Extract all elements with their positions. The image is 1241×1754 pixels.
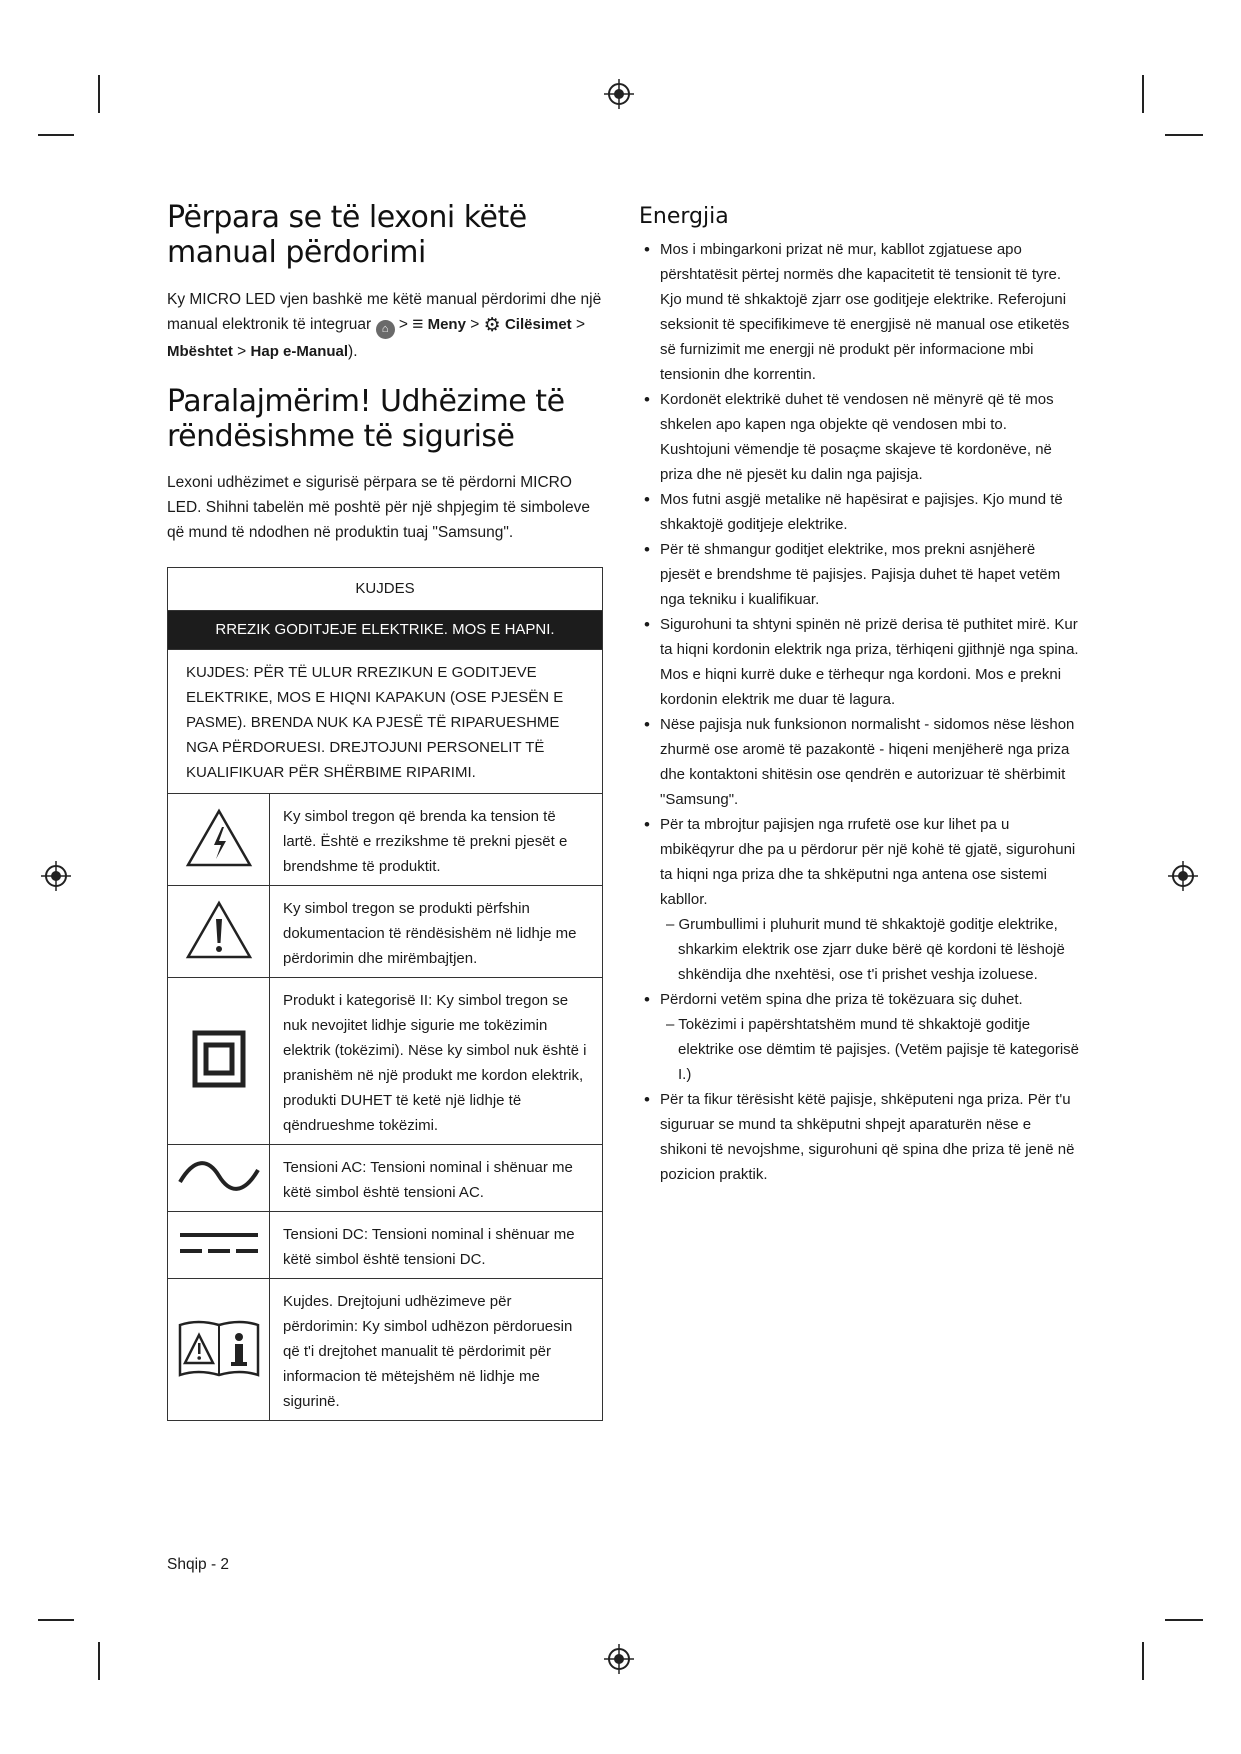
high-voltage-warning-icon	[184, 807, 254, 869]
symbol-description: Kujdes. Drejtojuni udhëzimeve për përdorimin: Ky simbol udhëzon përdoruesin që t'i drejtohet manualit të përdorimit për informacion të mëtejshëm në lidhje me sigurinë.	[270, 1279, 603, 1421]
energy-section-title: Energjia	[639, 204, 729, 229]
registration-mark-icon	[604, 79, 634, 109]
gear-icon: ⚙	[483, 315, 501, 336]
crop-mark	[98, 75, 100, 113]
list-item	[639, 812, 1079, 987]
page-title: Përpara se të lexoni këtë manual përdorimi	[167, 200, 527, 270]
registration-mark-icon	[604, 1644, 634, 1674]
intro-text: Ky MICRO LED vjen bashkë me këtë manual përdorimi dhe një manual elektronik të integruar	[167, 291, 602, 333]
list-item: • Mos futni asgjë metalike në hapësirat e pajisjes. Kjo mund të shkaktojë goditjeje elektrike.	[639, 487, 1079, 537]
support-label: Mbështet	[167, 343, 233, 360]
crop-mark	[1165, 134, 1203, 136]
registration-mark-icon	[1168, 861, 1198, 891]
symbol-cell	[168, 886, 270, 978]
caution-text: KUJDES: PËR TË ULUR RREZIKUN E GODITJEVE ELEKTRIKE, MOS E HIQNI KAPAKUN (OSE PJESËN E PASME). BRENDA NUK KA PJESË TË RIPARUESHME NGA PËRDORUESI. DREJTOJUNI PERSONELIT TË KUALIFIKUAR PËR SHËRBIME RIPARIMI.	[168, 650, 603, 794]
symbol-cell	[168, 1279, 270, 1421]
intro-paragraph: Ky MICRO LED vjen bashkë me këtë manual përdorimi dhe një manual elektronik të integruar ⌂ > ≡ Meny > ⚙ Cilësimet > Mbështet > Hap e-Manual).	[167, 291, 602, 360]
list-item: • Kordonët elektrikë duhet të vendosen në mënyrë që të mos shkelen apo kapen nga objekte që vendosen mbi to. Kushtojuni vëmendje të posaçme skajeve të kordonëve, në priza dhe në pjesët ku dalin nga pajisja.	[639, 387, 1079, 487]
safety-intro: Lexoni udhëzimet e sigurisë përpara se të përdorni MICRO LED. Shihni tabelën më poshtë për një shpjegim të simboleve që mund të ndodhen në produktin tuaj "Samsung".	[167, 474, 591, 541]
danger-row: RREZIK GODITJEJE ELEKTRIKE. MOS E HAPNI.	[168, 611, 603, 650]
symbol-description: Ky simbol tregon se produkti përfshin dokumentacion të rëndësishëm në lidhje me përdorimin dhe mirëmbajtjen.	[270, 886, 603, 978]
list-item	[639, 987, 1079, 1087]
settings-label: Cilësimet	[504, 316, 572, 333]
crop-mark	[1165, 1619, 1203, 1621]
symbol-description: Ky simbol tregon që brenda ka tension të lartë. Është e rrezikshme të prekni pjesët e brendshme të produktit.	[270, 794, 603, 886]
symbol-cell	[168, 794, 270, 886]
menu-label: Meny	[427, 316, 466, 333]
page-footer: Shqip - 2	[167, 1556, 230, 1573]
list-item: • Për ta fikur tërësisht këtë pajisje, shkëputeni nga priza. Për t'u siguruar se mund ta shkëputni shpejt aparaturën nëse e shikoni të nevojshme, sigurohuni që spina dhe priza të jenë në pozicion praktik.	[639, 1087, 1079, 1187]
list-item: • Mos i mbingarkoni prizat në mur, kabllot zgjatuese apo përshtatësit përtej normës dhe kapacitetit të tensionit të tyre. Kjo mund të shkaktojë zjarr ose goditjeje elektrike. Referojuni seksionit të specifikimeve të energjisë në manual ose etiketës së furnizimit me energji në produkt për informacione mbi tensionin dhe korrentin.	[639, 237, 1079, 387]
crop-mark	[1142, 1642, 1144, 1680]
crop-mark	[1142, 75, 1144, 113]
menu-icon: ≡	[412, 314, 424, 335]
ac-wave-icon	[176, 1158, 262, 1194]
symbol-cell	[168, 1145, 270, 1212]
symbol-cell	[168, 978, 270, 1145]
symbol-description: Produkt i kategorisë II: Ky simbol tregon se nuk nevojitet lidhje sigurie me tokëzimin elektrik (tokëzimi). Nëse ky simbol nuk është i pranishëm në një produkt me kordon elektrik, produkti DUHET të ketë një lidhje të qëndrueshme tokëzimi.	[270, 978, 603, 1145]
list-item-text: • Përdorni vetëm spina dhe priza të tokëzuara siç duhet.	[660, 991, 1023, 1008]
list-item-text: • Për ta mbrojtur pajisjen nga rrufetë ose kur lihet pa u mbikëqyrur dhe pa u përdorur për një kohë të gjatë, sigurohuni ta hiqni nga priza dhe ta shkëputni nga antena ose sistemi kabllor.	[660, 816, 1076, 908]
safety-section-title: Paralajmërim! Udhëzime të rëndësishme të sigurisë	[167, 384, 565, 454]
right-column	[639, 200, 1079, 1187]
sub-list-item: – Tokëzimi i papërshtatshëm mund të shkaktojë goditje elektrike ose dëmtim të pajisjes. (Vetëm pajisje të kategorisë I.)	[666, 1016, 1080, 1083]
energy-bullet-list	[639, 237, 1079, 1187]
class-ii-double-square-icon	[192, 1024, 246, 1094]
symbol-cell	[168, 1212, 270, 1279]
list-item: • Sigurohuni ta shtyni spinën në prizë derisa të puthitet mirë. Kur ta hiqni kordonin elektrik nga priza, tërhiqeni gjithnjë nga spina. Mos e hiqni kurrë duke e tërhequr nga kordoni. Mos e prekni kordonin elektrik me duar të lagura.	[639, 612, 1079, 712]
sub-list-item: – Grumbullimi i pluhurit mund të shkaktojë goditje elektrike, shkarkim elektrik ose zjarr duke bërë që kordoni të lëshojë shkëndija dhe nxehtësi, ose t'i prishet veshja izoluese.	[666, 916, 1065, 983]
exclamation-warning-icon	[184, 899, 254, 961]
list-item: • Nëse pajisja nuk funksionon normalisht - sidomos nëse lëshon zhurmë ose aromë të pazakontë - hiqeni menjëherë nga priza dhe kontaktoni shitësin ose qendrën e autorizuar të shërbimit "Samsung".	[639, 712, 1079, 812]
home-icon: ⌂	[376, 320, 395, 339]
crop-mark	[38, 1619, 74, 1621]
symbol-description: Tensioni DC: Tensioni nominal i shënuar me këtë simbol është tensioni DC.	[270, 1212, 603, 1279]
crop-mark	[98, 1642, 100, 1680]
crop-mark	[38, 134, 74, 136]
list-item: • Për të shmangur goditjet elektrike, mos prekni asnjëherë pjesët e brendshme të pajisjes. Pajisja duhet të hapet vetëm nga tekniku i kualifikuar.	[639, 537, 1079, 612]
symbol-description: Tensioni AC: Tensioni nominal i shënuar me këtë simbol është tensioni AC.	[270, 1145, 603, 1212]
manual-info-icon	[176, 1317, 262, 1379]
dc-lines-icon	[176, 1227, 262, 1259]
table-header: KUJDES	[168, 568, 603, 611]
registration-mark-icon	[41, 861, 71, 891]
left-column	[167, 200, 602, 1421]
emanual-label: Hap e-Manual	[250, 343, 349, 360]
caution-symbols-table	[167, 567, 603, 1421]
